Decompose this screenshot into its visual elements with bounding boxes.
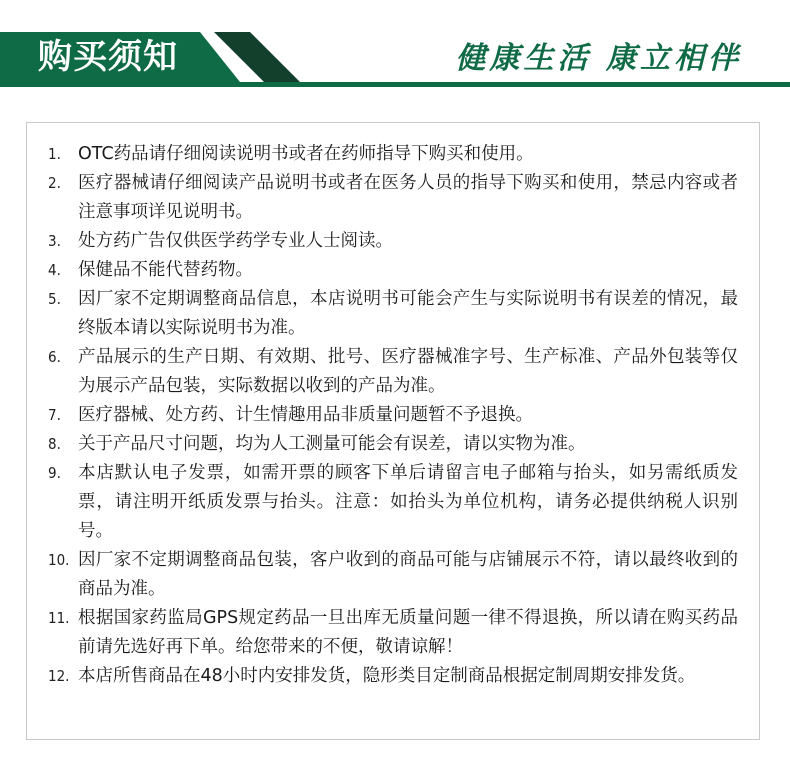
list-item-text: 医疗器械、处方药、计生情趣用品非质量问题暂不予退换。 — [78, 405, 533, 425]
list-item-number: 11. — [48, 609, 70, 627]
list-item-number: 5. — [48, 290, 61, 308]
list-item-number: 7. — [48, 406, 61, 424]
header-stripe — [0, 82, 790, 87]
list-item-number: 8. — [48, 435, 61, 453]
list-item-text: 本店默认电子发票，如需开票的顾客下单后请留言电子邮箱与抬头，如另需纸质发票，请注明开纸质发票与抬头。注意：如抬头为单位机构，请务必提供纳税人识别号。 — [78, 463, 738, 541]
list-item-number: 4. — [48, 261, 61, 279]
list-item-text: 产品展示的生产日期、有效期、批号、医疗器械准字号、生产标准、产品外包装等仅为展示产品包装，实际数据以收到的产品为准。 — [78, 347, 738, 396]
list-item-text: 关于产品尺寸问题，均为人工测量可能会有误差，请以实物为准。 — [78, 434, 586, 454]
list-item — [48, 285, 738, 343]
list-item-number: 12. — [48, 667, 70, 685]
list-item — [48, 169, 738, 227]
list-item-text: 保健品不能代替药物。 — [78, 260, 253, 280]
list-item-text: 因厂家不定期调整商品包装，客户收到的商品可能与店铺展示不符，请以最终收到的商品为准。 — [78, 550, 738, 599]
list-item-text: 因厂家不定期调整商品信息，本店说明书可能会产生与实际说明书有误差的情况，最终版本请以实际说明书为准。 — [78, 289, 738, 338]
list-item-text: 处方药广告仅供医学药学专业人士阅读。 — [78, 231, 393, 251]
list-item-text: 本店所售商品在48小时内安排发货，隐形类目定制商品根据定制周期安排发货。 — [78, 666, 696, 686]
page-title: 购买须知 — [38, 37, 178, 77]
list-item-text: 医疗器械请仔细阅读产品说明书或者在医务人员的指导下购买和使用，禁忌内容或者注意事项详见说明书。 — [78, 173, 738, 222]
list-item — [48, 256, 738, 285]
list-item — [48, 227, 738, 256]
list-item-text: 根据国家药监局GPS规定药品一旦出库无质量问题一律不得退换，所以请在购买药品前请先选好再下单。给您带来的不便，敬请谅解！ — [78, 608, 738, 657]
list-item — [48, 604, 738, 662]
notice-list — [48, 140, 738, 691]
list-item — [48, 459, 738, 546]
list-item-number: 3. — [48, 232, 61, 250]
list-item-text: OTC药品请仔细阅读说明书或者在药师指导下购买和使用。 — [78, 144, 534, 164]
list-item-number: 1. — [48, 145, 61, 163]
list-item — [48, 343, 738, 401]
list-item — [48, 546, 738, 604]
list-item-number: 10. — [48, 551, 70, 569]
slogan: 健康生活 康立相伴 — [455, 41, 742, 76]
list-item — [48, 662, 738, 691]
header-banner — [0, 24, 790, 90]
list-item — [48, 401, 738, 430]
list-item-number: 2. — [48, 174, 61, 192]
list-item — [48, 140, 738, 169]
list-item — [48, 430, 738, 459]
list-item-number: 9. — [48, 464, 61, 482]
list-item-number: 6. — [48, 348, 61, 366]
